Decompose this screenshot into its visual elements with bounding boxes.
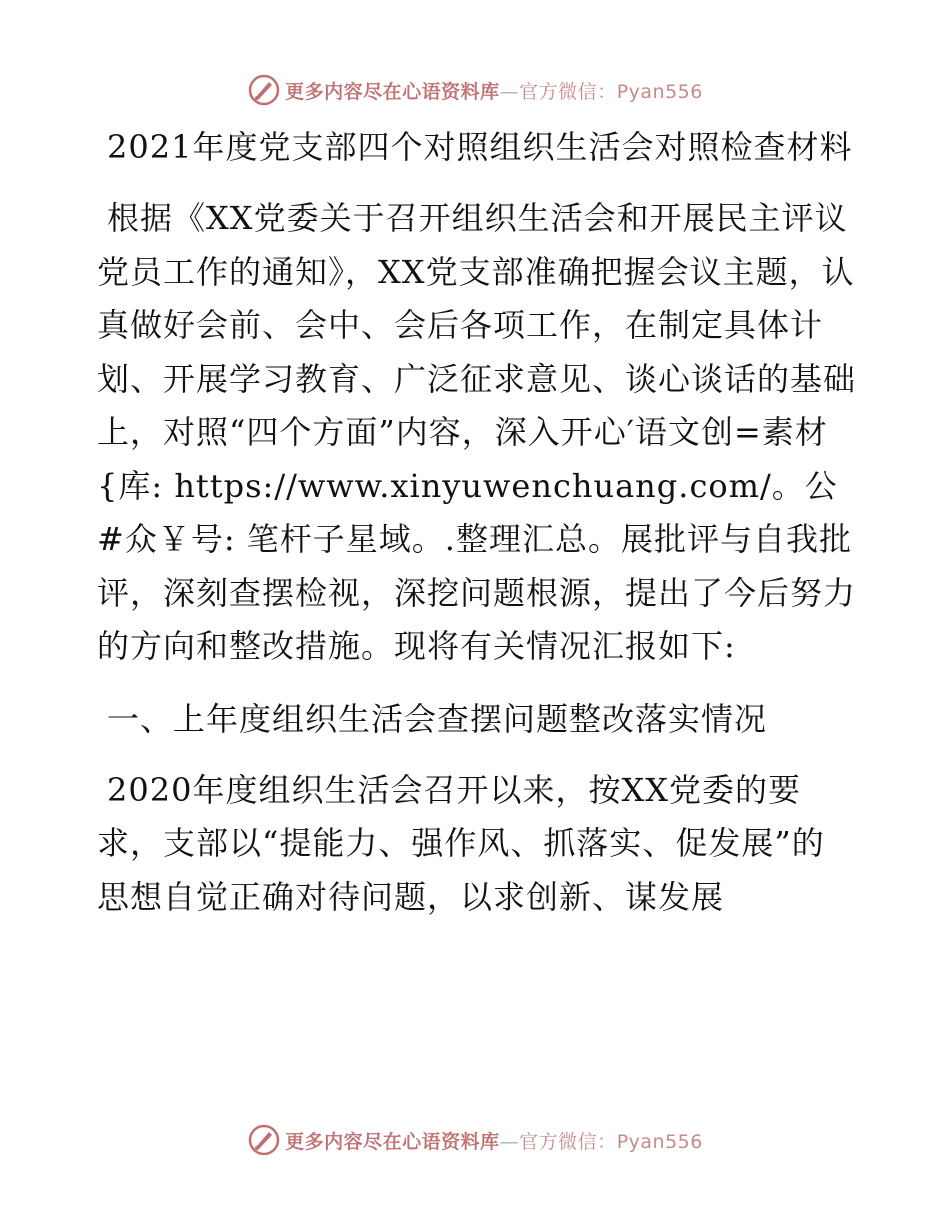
watermark-header	[0, 70, 950, 110]
document-title: 2021年度党支部四个对照组织生活会对照检查材料	[107, 128, 853, 166]
paragraph-intro	[97, 192, 857, 674]
watermark-side-id: Pyan556	[616, 80, 703, 103]
quill-seal-icon	[247, 73, 281, 107]
watermark-side-label: 官方微信：	[519, 1130, 617, 1153]
watermark-main: 更多内容尽在心语资料库	[285, 1130, 500, 1153]
watermark-side-id: Pyan556	[616, 1130, 703, 1153]
paragraph-intro-text: 根据《XX党委关于召开组织生活会和开展民主评议党员工作的通知》，XX党支部准确把握会议主题，认真做好会前、会中、会后各项工作，在制定具体计划、开展学习教育、广泛征求意见、谈心谈话的基础上，对照“四个方面”内容，深入开心′语文创=素材{库: https://www.xinyuwenchuang.com/。公#众￥号: 笔杆子星域。.整理汇总。展批评与自我批评，深刻查摆检视，深挖问题根源，提出了今后努力的方向和整改措施。现将有关情况汇报如下:	[97, 199, 857, 665]
quill-seal-icon	[247, 1123, 281, 1157]
document-body	[97, 122, 857, 944]
watermark-text	[285, 1127, 703, 1154]
watermark-footer	[0, 1120, 950, 1160]
watermark-separator: —	[499, 80, 520, 103]
watermark-text	[285, 77, 703, 104]
paragraph-section-1-text: 2020年度组织生活会召开以来，按XX党委的要求，支部以“提能力、强作风、抓落实、促发展”的思想自觉正确对待问题，以求创新、谋发展	[97, 770, 825, 916]
watermark-main: 更多内容尽在心语资料库	[285, 80, 500, 103]
section-heading-1: 一、上年度组织生活会查摆问题整改落实情况	[107, 699, 768, 738]
watermark-separator: —	[499, 1130, 520, 1153]
paragraph-section-1	[97, 764, 857, 925]
watermark-side-label: 官方微信：	[519, 80, 617, 103]
